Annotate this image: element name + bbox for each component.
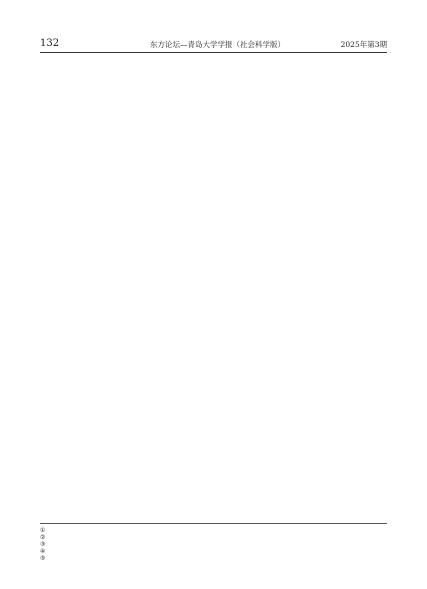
footnote (40, 548, 387, 555)
footnotes (40, 523, 387, 567)
footnote (40, 534, 387, 541)
footnote-marker: ④ (40, 548, 46, 555)
footnote (40, 541, 387, 548)
running-header (40, 38, 387, 53)
body-paragraph-1 (40, 60, 387, 74)
body-paragraph-6 (40, 131, 387, 145)
footnote-marker: ② (40, 534, 46, 541)
footnote-marker: ① (40, 527, 46, 534)
page-number: 132 (40, 38, 60, 49)
body-paragraph-3 (40, 89, 387, 103)
body-paragraph-2 (40, 74, 387, 88)
article-body (40, 60, 387, 523)
issue-label: 2025年第3期 (340, 40, 387, 49)
footnote-marker: ⑤ (40, 555, 46, 562)
body-paragraph-5 (40, 117, 387, 131)
footnote (40, 527, 387, 534)
journal-title: 东方论坛—青岛大学学报（社会科学版） (150, 40, 285, 49)
footnote (40, 555, 387, 562)
footnote-marker: ③ (40, 541, 46, 548)
body-paragraph-4 (40, 103, 387, 117)
body-paragraph-7 (40, 146, 387, 160)
